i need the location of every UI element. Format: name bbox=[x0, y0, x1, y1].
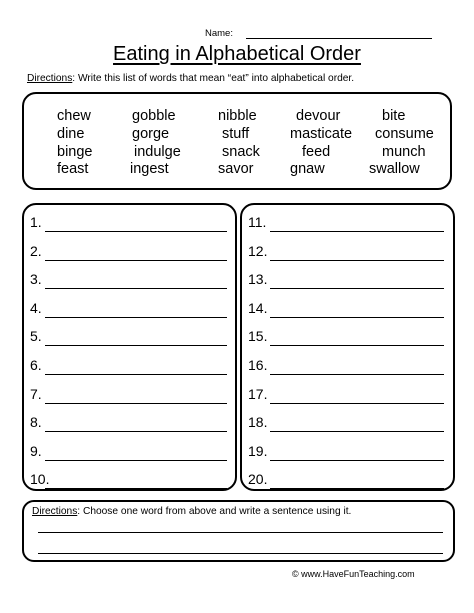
answer-list-right bbox=[240, 203, 455, 491]
copyright: © www.HaveFunTeaching.com bbox=[292, 569, 415, 579]
item-number: 14. bbox=[248, 299, 268, 316]
word-bank-item: masticate bbox=[290, 126, 353, 142]
item-number: 6. bbox=[30, 357, 42, 373]
word-bank-item: gnaw bbox=[290, 161, 325, 177]
directions-label: Directions bbox=[32, 506, 78, 517]
word-bank-item: gorge bbox=[132, 126, 170, 142]
item-number: 1. bbox=[30, 214, 42, 230]
answer-line[interactable] bbox=[270, 374, 444, 375]
word-bank-box bbox=[22, 92, 452, 190]
item-number: 20. bbox=[248, 471, 268, 488]
answer-line[interactable] bbox=[270, 345, 444, 346]
answer-line[interactable] bbox=[270, 403, 444, 404]
directions-text: : Choose one word from above and write a sentence using it. bbox=[77, 506, 352, 517]
word-bank-item: feed bbox=[302, 144, 331, 160]
item-number: 2. bbox=[30, 242, 42, 259]
item-number: 19. bbox=[248, 442, 268, 459]
item-number: 15. bbox=[248, 328, 268, 345]
answer-line[interactable] bbox=[45, 403, 227, 404]
answer-line[interactable] bbox=[270, 460, 444, 461]
word-bank-item: bite bbox=[382, 108, 406, 124]
word-bank-item: devour bbox=[296, 108, 341, 124]
answer-line[interactable] bbox=[45, 288, 227, 289]
sentence-line[interactable] bbox=[38, 553, 443, 554]
item-number: 3. bbox=[30, 271, 42, 288]
item-number: 18. bbox=[248, 414, 268, 431]
word-bank-item: gobble bbox=[132, 108, 176, 124]
sentence-line[interactable] bbox=[38, 532, 443, 533]
answer-line[interactable] bbox=[270, 431, 444, 432]
word-bank-item: munch bbox=[382, 144, 426, 160]
answer-line[interactable] bbox=[45, 460, 227, 461]
answer-line[interactable] bbox=[45, 317, 227, 318]
answer-line[interactable] bbox=[45, 488, 227, 489]
word-bank-item: feast bbox=[57, 161, 89, 177]
word-bank-item: stuff bbox=[222, 126, 250, 142]
word-bank-item: dine bbox=[57, 126, 85, 142]
word-bank-item: chew bbox=[57, 108, 91, 124]
name-label: Name: bbox=[205, 28, 233, 39]
item-number: 9. bbox=[30, 442, 42, 459]
word-bank-item: indulge bbox=[134, 144, 181, 160]
answer-line[interactable] bbox=[45, 431, 227, 432]
answer-line[interactable] bbox=[45, 260, 227, 261]
answer-line[interactable] bbox=[45, 374, 227, 375]
word-bank-item: ingest bbox=[130, 161, 169, 177]
name-blank-line[interactable] bbox=[246, 38, 432, 39]
word-bank-item: consume bbox=[375, 126, 434, 142]
item-number: 13. bbox=[248, 271, 268, 288]
word-bank-item: binge bbox=[57, 144, 93, 160]
answer-line[interactable] bbox=[270, 288, 444, 289]
item-number: 12. bbox=[248, 242, 268, 259]
item-number: 7. bbox=[30, 385, 42, 402]
directions-text: : Write this list of words that mean “eat” into alphabetical order. bbox=[72, 73, 355, 84]
directions-label: Directions bbox=[27, 73, 73, 84]
item-number: 5. bbox=[30, 328, 42, 345]
word-bank-item: nibble bbox=[218, 108, 257, 124]
item-number: 17. bbox=[248, 385, 268, 402]
answer-line[interactable] bbox=[270, 317, 444, 318]
item-number: 10. bbox=[30, 471, 50, 488]
answer-line[interactable] bbox=[270, 488, 444, 489]
word-bank-item: swallow bbox=[369, 161, 420, 177]
answer-line[interactable] bbox=[270, 231, 444, 232]
item-number: 11. bbox=[248, 214, 267, 230]
word-bank-item: savor bbox=[218, 161, 254, 177]
word-bank-item: snack bbox=[222, 144, 260, 160]
directions-bottom bbox=[32, 506, 351, 517]
worksheet-title: Eating in Alphabetical Order bbox=[113, 43, 361, 65]
item-number: 8. bbox=[30, 414, 42, 431]
directions-top bbox=[27, 73, 354, 84]
item-number: 4. bbox=[30, 299, 42, 316]
answer-line[interactable] bbox=[45, 231, 227, 232]
sentence-box bbox=[22, 500, 455, 562]
answer-list-left bbox=[22, 203, 237, 491]
item-number: 16. bbox=[248, 357, 268, 373]
answer-line[interactable] bbox=[45, 345, 227, 346]
answer-line[interactable] bbox=[270, 260, 444, 261]
